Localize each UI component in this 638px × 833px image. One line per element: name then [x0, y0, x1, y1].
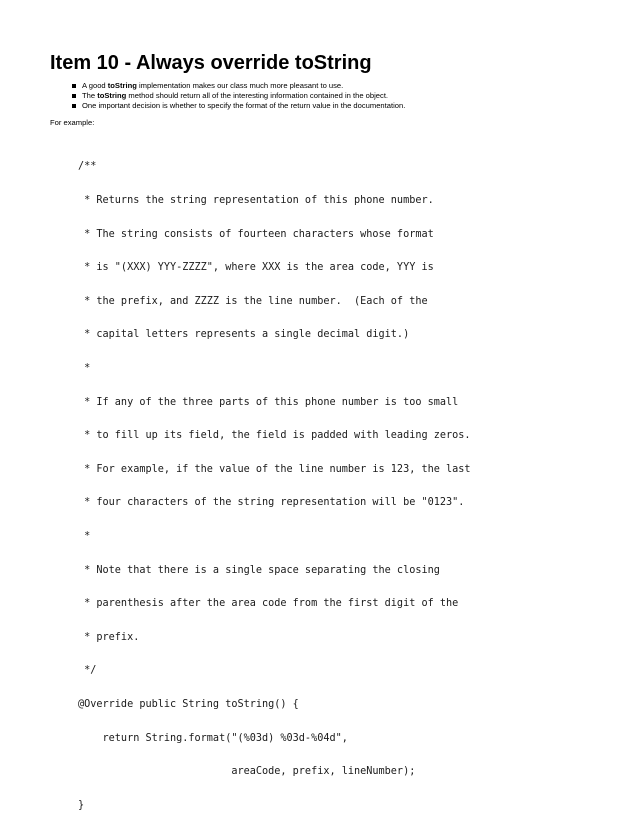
- bullet-item: [72, 101, 405, 111]
- bullet-item: [72, 91, 405, 101]
- code-line: * is "(XXX) YYY-ZZZZ", where XXX is the area code, YYY is: [78, 262, 434, 274]
- code-line: * For example, if the value of the line number is 123, the last: [78, 463, 471, 475]
- code-line: * parenthesis after the area code from the first digit of the: [78, 598, 459, 610]
- bullet-item: [72, 81, 405, 91]
- code-block: [78, 139, 471, 833]
- code-line: * Returns the string representation of this phone number.: [78, 195, 434, 206]
- intro-text: For example:: [50, 118, 95, 127]
- square-bullet-icon: [72, 94, 76, 98]
- code-line: *: [78, 362, 91, 374]
- code-line: * If any of the three parts of this phone number is too small: [78, 396, 459, 408]
- code-line: * the prefix, and ZZZZ is the line number. (Each of the: [78, 295, 428, 307]
- code-line: * prefix.: [78, 631, 140, 643]
- square-bullet-icon: [72, 84, 76, 88]
- square-bullet-icon: [72, 104, 76, 108]
- bullet-text-after: One important decision is whether to specify the format of the return value in the documentation.: [82, 101, 406, 110]
- bullet-text-after: method should return all of the interesting information contained in the object.: [126, 91, 389, 100]
- code-line: * capital letters represents a single decimal digit.): [78, 329, 410, 341]
- bullet-text-bold: toString: [97, 91, 127, 100]
- code-line: * four characters of the string representation will be "0123".: [78, 497, 465, 509]
- page-title: Item 10 - Always override toString: [50, 52, 372, 74]
- code-line: }: [78, 799, 85, 811]
- code-line: *: [78, 530, 91, 542]
- code-line: * to fill up its field, the field is padded with leading zeros.: [78, 430, 471, 442]
- bullet-text-before: A good: [82, 81, 108, 90]
- code-line: return String.format("(%03d) %03d-%04d",: [78, 732, 348, 744]
- code-line: areaCode, prefix, lineNumber);: [78, 766, 416, 778]
- code-line: * The string consists of fourteen characters whose format: [78, 228, 434, 240]
- code-line: /**: [78, 161, 97, 173]
- bullet-text-bold: toString: [107, 81, 137, 90]
- code-line: */: [78, 665, 97, 677]
- code-line: @Override public String toString() {: [78, 698, 299, 710]
- bullet-text-before: The: [82, 91, 98, 100]
- code-line: * Note that there is a single space separating the closing: [78, 564, 440, 576]
- bullet-list: [72, 81, 405, 111]
- bullet-text-after: implementation makes our class much more pleasant to use.: [136, 81, 344, 90]
